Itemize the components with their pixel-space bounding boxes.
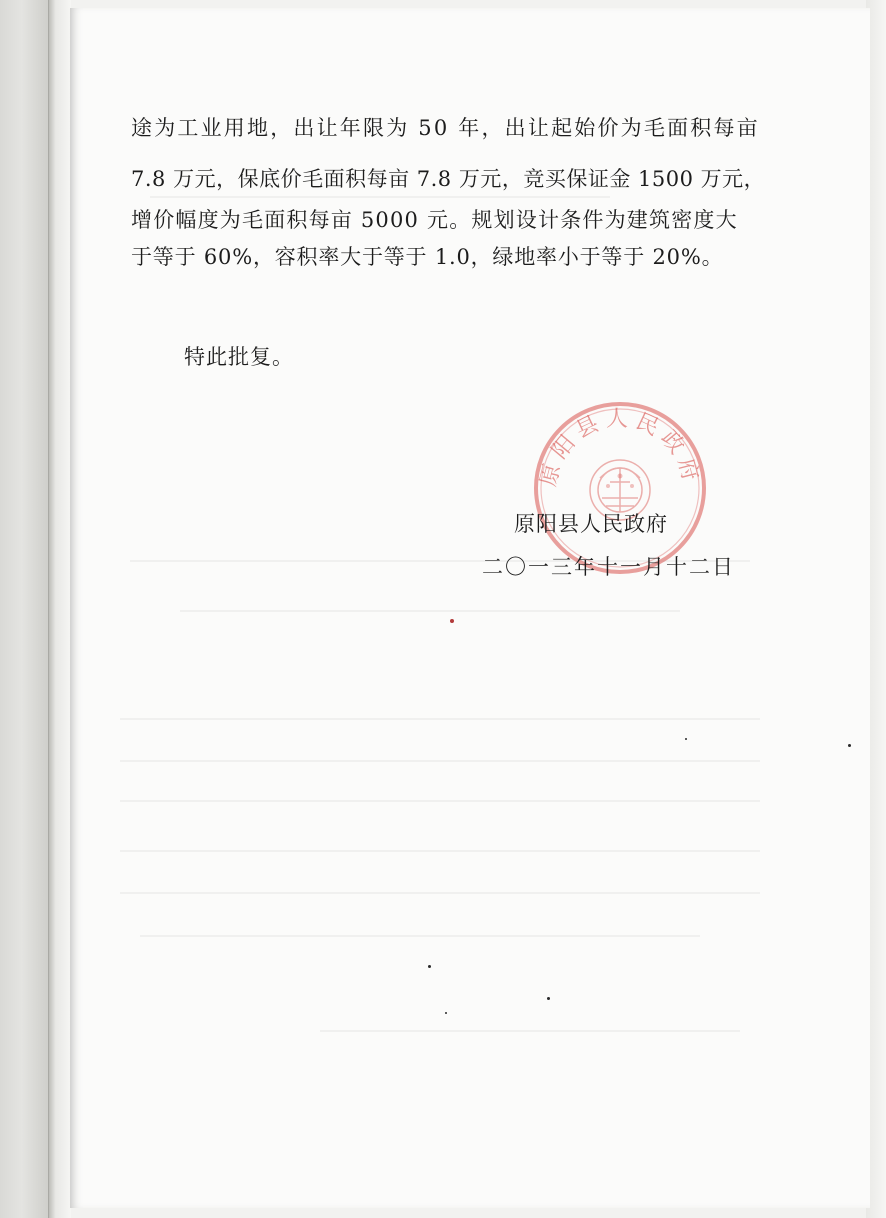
- body-line: 于等于 60%，容积率大于等于 1.0，绿地率小于等于 20%。: [131, 245, 724, 269]
- closing-phrase: 特此批复。: [184, 345, 294, 369]
- scan-speck: [445, 1012, 447, 1014]
- body-line: 7.8 万元，保底价毛面积每亩 7.8 万元，竞买保证金 1500 万元，: [131, 167, 766, 191]
- issue-date: 二〇一三年十一月十二日: [482, 555, 735, 579]
- scan-speck: [450, 619, 454, 623]
- page-fold-edge: [48, 0, 71, 1218]
- scan-speck: [685, 738, 687, 740]
- scan-speck: [848, 744, 851, 747]
- scan-speck: [547, 997, 550, 1000]
- seal-text: 原阳县人民政府: [536, 407, 704, 490]
- scan-speck: [428, 965, 431, 968]
- body-line: 增价幅度为毛面积每亩 5000 元。规划设计条件为建筑密度大: [131, 208, 738, 232]
- binding-margin: [0, 0, 48, 1218]
- body-line: 途为工业用地，出让年限为 50 年，出让起始价为毛面积每亩: [131, 116, 760, 140]
- issuing-authority: 原阳县人民政府: [514, 512, 668, 536]
